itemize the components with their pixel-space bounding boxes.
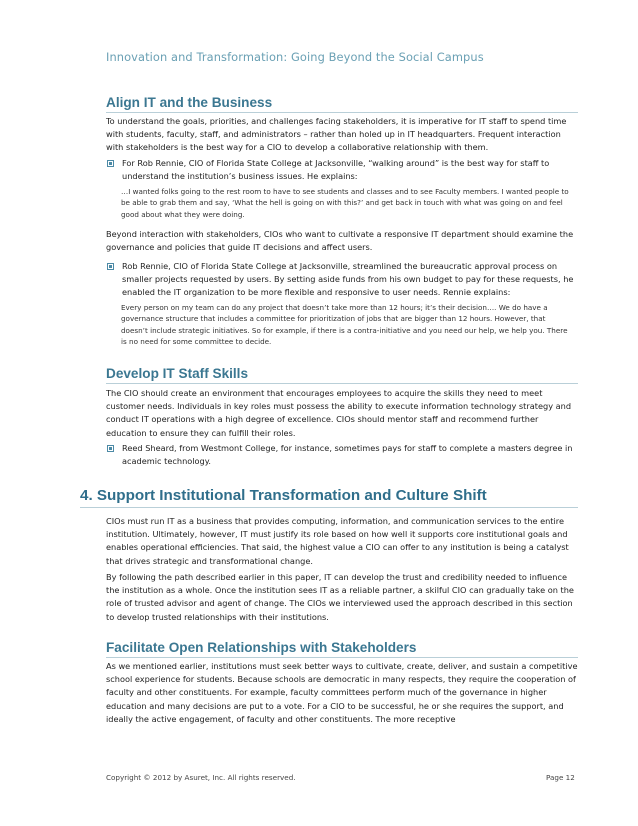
quote-rennie-2: Every person on my team can do any project that doesn’t take more than 12 hours; it’s their decision…. We do have a governance structure that includes a committee for prioritization of jobs that are bigger than 12 hours. However, that doesn’t include strategic initiatives. So for example, if there is a contra-initiative and you need our help, we help you. There is no need for some committee to decide. <box>121 303 568 347</box>
bullet-item-sheard <box>106 442 578 468</box>
section-heading-transform: 4. Support Institutional Transformation and Culture Shift <box>80 487 578 508</box>
bullet-text: For Rob Rennie, CIO of Florida State College at Jacksonville, “walking around” is the best way for staff to understand the institution’s business issues. He explains: <box>122 158 550 182</box>
bullet-item-rennie-bureaucracy <box>106 260 578 300</box>
quote-rennie-1: …I wanted folks going to the rest room to have to see students and classes and to see Faculty members. I wanted people to be able to grab them and say, ‘What the hell is going on with this?’ and get back in touch with what was going on and feel good about what they were doing. <box>121 187 569 219</box>
footer-copyright: Copyright © 2012 by Asuret, Inc. All rights reserved. <box>106 773 296 782</box>
section-heading-staff: Develop IT Staff Skills <box>106 366 578 384</box>
section-heading-relationships: Facilitate Open Relationships with Stakeholders <box>106 640 578 658</box>
bullet-text: Reed Sheard, from Westmont College, for instance, sometimes pays for staff to complete a masters degree in academic technology. <box>122 443 573 467</box>
paragraph-transform-2: By following the path described earlier in this paper, IT can develop the trust and credibility needed to influence the institution as a whole. Once the institution sees IT as a reliable partner, a skilful CIO can gradually take on the role of trusted advisor and agent of change. The CIOs we interviewed used the approach described in this section to develop trusted relationships with their institutions. <box>106 572 574 622</box>
paragraph-staff-1: The CIO should create an environment that encourages employees to acquire the skills they need to meet customer needs. Individuals in key roles must possess the ability to execute information technology strategy and conduct IT operations with a high degree of excellence. CIOs should mentor staff and recommend further education to ensure they can fulfill their roles. <box>106 388 572 438</box>
section-heading-align: Align IT and the Business <box>106 95 578 113</box>
paragraph-align-2: Beyond interaction with stakeholders, CIOs who want to cultivate a responsive IT department should examine the governance and policies that guide IT decisions and affect users. <box>106 229 574 253</box>
paragraph-transform-1: CIOs must run IT as a business that provides computing, information, and communication services to the entire institution. Ultimately, however, IT must justify its role based on how well it supports core institutional goals and enables operational efficiencies. That said, the highest value a CIO can offer to any institution is being a catalyst that drives strategic and transformational change. <box>106 516 569 566</box>
bullet-text: Rob Rennie, CIO of Florida State College at Jacksonville, streamlined the bureaucratic approval process on smaller projects requested by users. By setting aside funds from his own budget to pay for these requests, he enabled the IT organization to be more flexible and responsive to user needs. Rennie explains: <box>122 261 574 298</box>
square-bullet-icon <box>107 445 114 452</box>
footer-page-number: Page 12 <box>546 773 575 782</box>
square-bullet-icon <box>107 263 114 270</box>
running-header: Innovation and Transformation: Going Beyond the Social Campus <box>106 50 484 64</box>
paragraph-align-1: To understand the goals, priorities, and challenges facing stakeholders, it is imperative for IT staff to spend time with students, faculty, staff, and administrators – rather than holed up in IT headquarters. Frequent interaction with stakeholders is the best way for a CIO to develop a collaborative relationship with them. <box>106 116 567 153</box>
bullet-item-rennie-walking <box>106 157 578 183</box>
square-bullet-icon <box>107 160 114 167</box>
paragraph-relationships-1: As we mentioned earlier, institutions must seek better ways to cultivate, create, deliver, and sustain a competitive school experience for students. Because schools are democratic in many respects, they require the cooperation of faculty and other constituents. For example, faculty committees perform much of the governance in higher education and many decisions are put to a vote. For a CIO to be successful, he or she requires the support, and ideally the active engagement, of faculty and other constituents. The more receptive <box>106 661 578 724</box>
